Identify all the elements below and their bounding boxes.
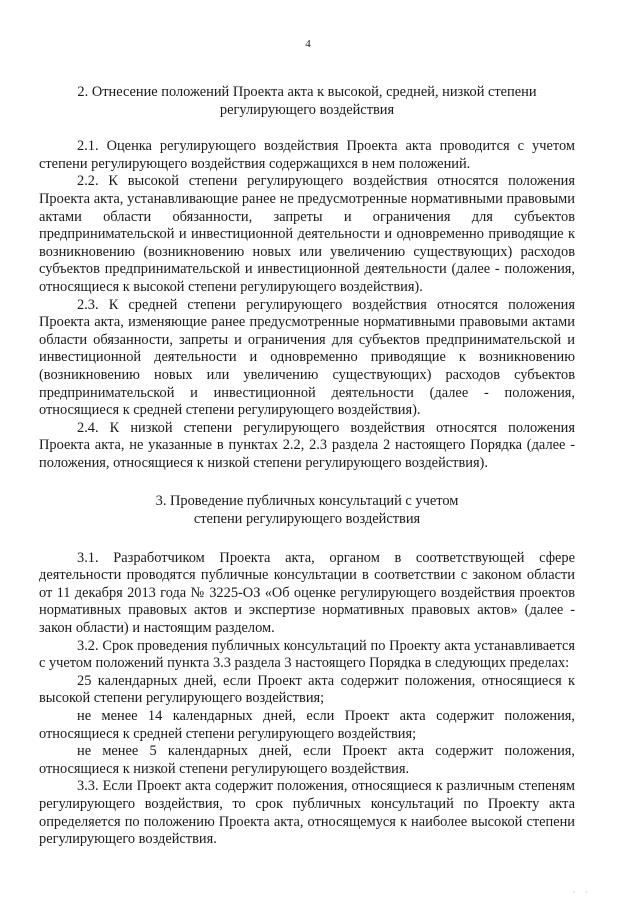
section-3-heading <box>39 493 575 528</box>
section-3-heading-line-2: степени регулирующего воздействия <box>193 511 421 528</box>
page-number: 4 <box>305 38 311 50</box>
paragraph-2-2: 2.2. К высокой степени регулирующего воздействия относятся положения Проекта акта, устанавливающие ранее не предусмотренные нормативными правовыми актами области обязанности, запреты и ограничения для субъектов предпринимательской и инвестиционной деятельности и одновременно приводящие к возникновению (возникновению новых или увеличению существующих) расходов субъектов предпринимательской и инвестиционной деятельности (далее - положения, относящиеся к высокой степени регулирующего воздействия). <box>39 173 575 295</box>
section-2-heading <box>39 84 575 119</box>
document-body <box>39 84 575 849</box>
section-2-heading-line-2: регулирующего воздействия <box>219 101 395 118</box>
paragraph-2-1: 2.1. Оценка регулирующего воздействия Проекта акта проводится с учетом степени регулирующего воздействия содержащихся в нем положений. <box>39 138 575 172</box>
section-3-heading-line-1: 3. Проведение публичных консультаций с учетом <box>155 493 459 510</box>
paragraph-3-2: 3.2. Срок проведения публичных консультаций по Проекту акта устанавливается с учетом положений пункта 3.3 раздела 3 настоящего Порядка в следующих пределах: <box>39 637 575 672</box>
paragraph-2-4: 2.4. К низкой степени регулирующего воздействия относятся положения Проекта акта, не указанные в пунктах 2.2, 2.3 раздела 2 настоящего Порядка (далее - положения, относящиеся к низкой степени регулирующего воздействия). <box>39 419 575 471</box>
scan-corner-mark: · · <box>572 888 592 897</box>
paragraph-3-3: 3.3. Если Проект акта содержит положения, относящиеся к различным степеням регулирующего воздействия, то срок публичных консультаций по Проекту акта определяется по положению Проекта акта, относящемуся к наиболее высокой степени регулирующего воздействия. <box>39 778 575 848</box>
section-2-heading-line-1: 2. Отнесение положений Проекта акта к высокой, средней, низкой степени <box>77 84 537 100</box>
paragraph-3-1: 3.1. Разработчиком Проекта акта, органом в соответствующей сфере деятельности проводятся публичные консультации в соответствии с законом области от 11 декабря 2013 года № 3225-ОЗ «Об оценке регулирующего воздействия проектов нормативных правовых актов и экспертизе нормативных правовых актов» (далее - закон области) и настоящим разделом. <box>39 549 575 637</box>
list-item-high-term: 25 календарных дней, если Проект акта содержит положения, относящиеся к высокой степени регулирующего воздействия; <box>39 672 575 707</box>
paragraph-2-3: 2.3. К средней степени регулирующего воздействия относятся положения Проекта акта, изменяющие ранее предусмотренные нормативными правовыми актами области обязанности, запреты и ограничения для субъектов предпринимательской и инвестиционной деятельности и одновременно приводящие к возникновению (возникновению новых или увеличению существующих) расходов субъектов предпринимательской и инвестиционной деятельности (далее - положения, относящиеся к средней степени регулирующего воздействия). <box>39 296 575 419</box>
list-item-medium-term: не менее 14 календарных дней, если Проект акта содержит положения, относящиеся к средней степени регулирующего воздействия; <box>39 708 575 742</box>
list-item-low-term: не менее 5 календарных дней, если Проект акта содержит положения, относящиеся к низкой степени регулирующего воздействия. <box>39 743 575 777</box>
